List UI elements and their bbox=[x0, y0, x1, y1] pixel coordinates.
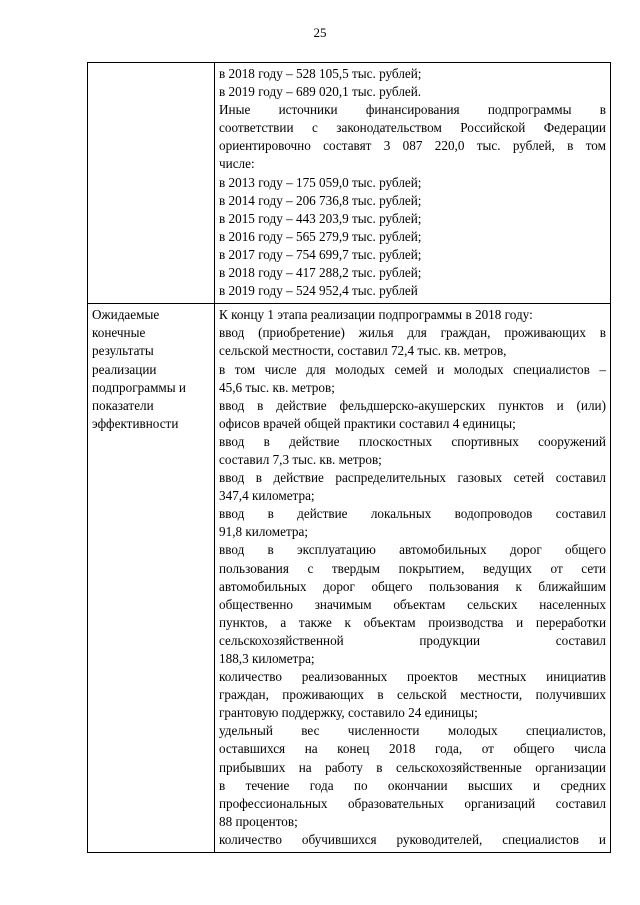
text-line: количество обучившихся руководителей, специалистов и bbox=[219, 831, 606, 847]
text-line: удельный вес численности молодых специалистов, bbox=[219, 723, 606, 739]
text-line: составил 7,3 тыс. кв. метров; bbox=[219, 451, 382, 467]
text-line: сельскохозяйственной продукции составил bbox=[219, 632, 606, 648]
text-line: профессиональных образовательных организаций составил bbox=[219, 795, 606, 811]
text-line: ориентировочно составят 3 087 220,0 тыс. рублей, в том bbox=[219, 138, 606, 154]
text-line: пунктов, а также к объектам производства и переработки bbox=[219, 614, 606, 630]
text-line: ввод в действие локальных водопроводов составил bbox=[219, 506, 606, 522]
text-line: 45,6 тыс. кв. метров; bbox=[219, 379, 335, 395]
text-line: количество реализованных проектов местных инициатив bbox=[219, 669, 606, 685]
text-line: в 2014 году – 206 736,8 тыс. рублей; bbox=[219, 192, 422, 208]
page-number: 25 bbox=[313, 25, 327, 40]
text-line: в 2019 году – 689 020,1 тыс. рублей. bbox=[219, 84, 422, 100]
table-row-financing bbox=[88, 63, 611, 304]
text-line: числе: bbox=[219, 156, 255, 172]
text-line: в 2018 году – 528 105,5 тыс. рублей; bbox=[219, 66, 422, 81]
text-line: оставшихся на конец 2018 года, от общего числа bbox=[219, 741, 606, 757]
text-line: ввод в действие плоскостных спортивных сооружений bbox=[219, 433, 606, 449]
text-line: граждан, проживающих в сельской местности, получивших bbox=[219, 687, 606, 703]
text-line: ввод в действие распределительных газовых сетей составил bbox=[219, 470, 606, 486]
text-line: в 2015 году – 443 203,9 тыс. рублей; bbox=[219, 210, 422, 226]
text-line: общественно значимым объектам сельских населенных bbox=[219, 596, 606, 612]
text-line: пользования с твердым покрытием, ведущих от сети bbox=[219, 560, 606, 576]
text-line: в течение года по окончании высших и средних bbox=[219, 777, 606, 793]
label-cell-expected-results bbox=[88, 304, 215, 853]
text-line: в 2018 году – 417 288,2 тыс. рублей; bbox=[219, 265, 422, 281]
label-line: Ожидаемые bbox=[92, 307, 160, 323]
text-line: К концу 1 этапа реализации подпрограммы в 2018 году: bbox=[219, 307, 533, 323]
label-line: результаты bbox=[92, 343, 154, 359]
program-table bbox=[87, 62, 611, 853]
label-line: подпрограммы и bbox=[92, 379, 186, 395]
text-line: 88 процентов; bbox=[219, 813, 298, 829]
text-line: Иные источники финансирования подпрограммы в bbox=[219, 102, 606, 118]
label-line: эффективности bbox=[92, 415, 179, 431]
label-line: показатели bbox=[92, 397, 154, 413]
text-line: в 2019 году – 524 952,4 тыс. рублей bbox=[219, 283, 418, 299]
label-line: конечные bbox=[92, 325, 146, 341]
text-line: соответствии с законодательством Российской Федерации bbox=[219, 120, 606, 136]
text-line: в том числе для молодых семей и молодых специалистов – bbox=[219, 361, 606, 377]
text-line: 188,3 километра; bbox=[219, 651, 315, 666]
text-line: в 2017 году – 754 699,7 тыс. рублей; bbox=[219, 246, 422, 262]
text-line: прибывших на работу в сельскохозяйственные организации bbox=[219, 759, 606, 775]
financing-cell bbox=[215, 63, 611, 304]
label-line: реализации bbox=[92, 361, 157, 377]
expected-results-cell bbox=[215, 304, 611, 853]
text-line: сельской местности, составил 72,4 тыс. кв. метров, bbox=[219, 343, 507, 359]
label-cell-empty bbox=[88, 63, 215, 304]
text-line: грантовую поддержку, составило 24 единицы; bbox=[219, 705, 478, 721]
text-line: автомобильных дорог общего пользования к ближайшим bbox=[219, 578, 606, 594]
text-line: ввод в действие фельдшерско-акушерских пунктов и (или) bbox=[219, 397, 606, 413]
text-line: офисов врачей общей практики составил 4 единицы; bbox=[219, 415, 516, 431]
text-line: ввод в эксплуатацию автомобильных дорог общего bbox=[219, 542, 606, 558]
text-line: 91,8 километра; bbox=[219, 524, 308, 540]
table-row-expected-results bbox=[88, 304, 611, 853]
text-line: в 2013 году – 175 059,0 тыс. рублей; bbox=[219, 174, 422, 190]
text-line: ввод (приобретение) жилья для граждан, проживающих в bbox=[219, 325, 606, 341]
text-line: 347,4 километра; bbox=[219, 488, 315, 504]
text-line: в 2016 году – 565 279,9 тыс. рублей; bbox=[219, 228, 422, 244]
